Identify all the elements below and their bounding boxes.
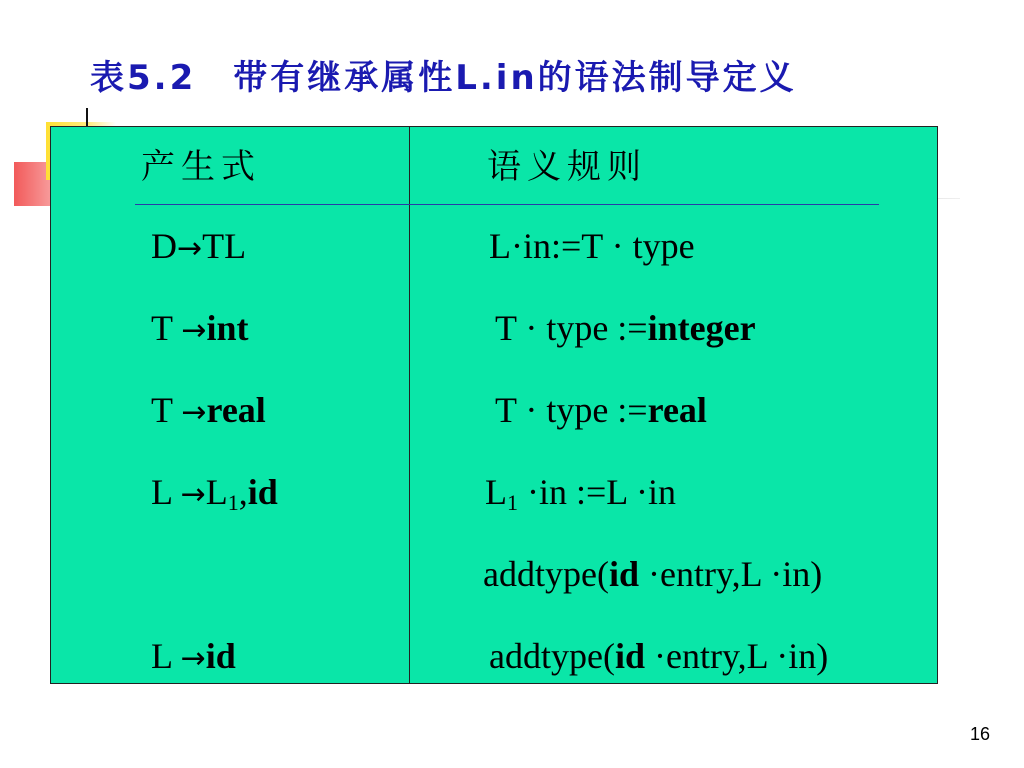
page-number: 16 <box>969 724 990 744</box>
rule-call: addtype( <box>483 554 609 594</box>
rule-rest: ·in :=L ·in <box>518 472 676 512</box>
slide-title: 表5.2 带有继承属性L.in的语法制导定义 <box>90 58 797 98</box>
production-row-1 <box>151 225 246 267</box>
syntax-directed-definition-table <box>50 126 938 684</box>
production-rhs: id <box>205 636 236 676</box>
rule-row-4b <box>483 553 822 595</box>
subscript: 1 <box>227 490 239 515</box>
rule-rest: ·entry,L ·in) <box>644 636 829 676</box>
rule-call: addtype( <box>489 636 615 676</box>
production-lhs: D <box>151 226 177 266</box>
arrow-icon: → <box>180 641 206 676</box>
header-underline <box>135 204 879 205</box>
production-lhs: T <box>151 390 182 430</box>
rule-bold: id <box>614 636 645 676</box>
rule-row-3 <box>495 389 707 431</box>
rule-row-5 <box>489 635 828 677</box>
rule-row-1: L·in:=T · type <box>489 226 695 266</box>
production-rhs: TL <box>202 226 247 266</box>
rule-bold: integer <box>647 308 756 348</box>
production-lhs: T <box>151 308 182 348</box>
production-rhs-symbol: L <box>205 472 228 512</box>
rule-text: T · type := <box>495 390 648 430</box>
arrow-icon: → <box>177 231 203 266</box>
rule-rest: ·entry,L ·in) <box>638 554 823 594</box>
production-row-5 <box>151 635 236 677</box>
rule-row-4 <box>485 471 676 516</box>
rule-bold: id <box>608 554 639 594</box>
production-lhs: L <box>151 472 181 512</box>
header-semantic-rule: 语义规则 <box>487 147 647 187</box>
rule-row-2 <box>495 307 756 349</box>
rule-bold: real <box>647 390 707 430</box>
production-row-2 <box>151 307 249 349</box>
arrow-icon: → <box>181 313 207 348</box>
subscript: 1 <box>507 490 518 515</box>
production-rhs-id: id <box>247 472 278 512</box>
production-lhs: L <box>151 636 181 676</box>
rule-text: T · type := <box>495 308 648 348</box>
header-production: 产生式 <box>141 147 261 187</box>
column-divider <box>409 127 410 683</box>
production-rhs: int <box>206 308 249 348</box>
arrow-icon: → <box>181 395 207 430</box>
rule-symbol: L <box>485 472 507 512</box>
comma: , <box>238 472 248 512</box>
production-row-3 <box>151 389 266 431</box>
arrow-icon: → <box>180 477 206 512</box>
production-rhs: real <box>206 390 266 430</box>
production-row-4 <box>151 471 278 516</box>
